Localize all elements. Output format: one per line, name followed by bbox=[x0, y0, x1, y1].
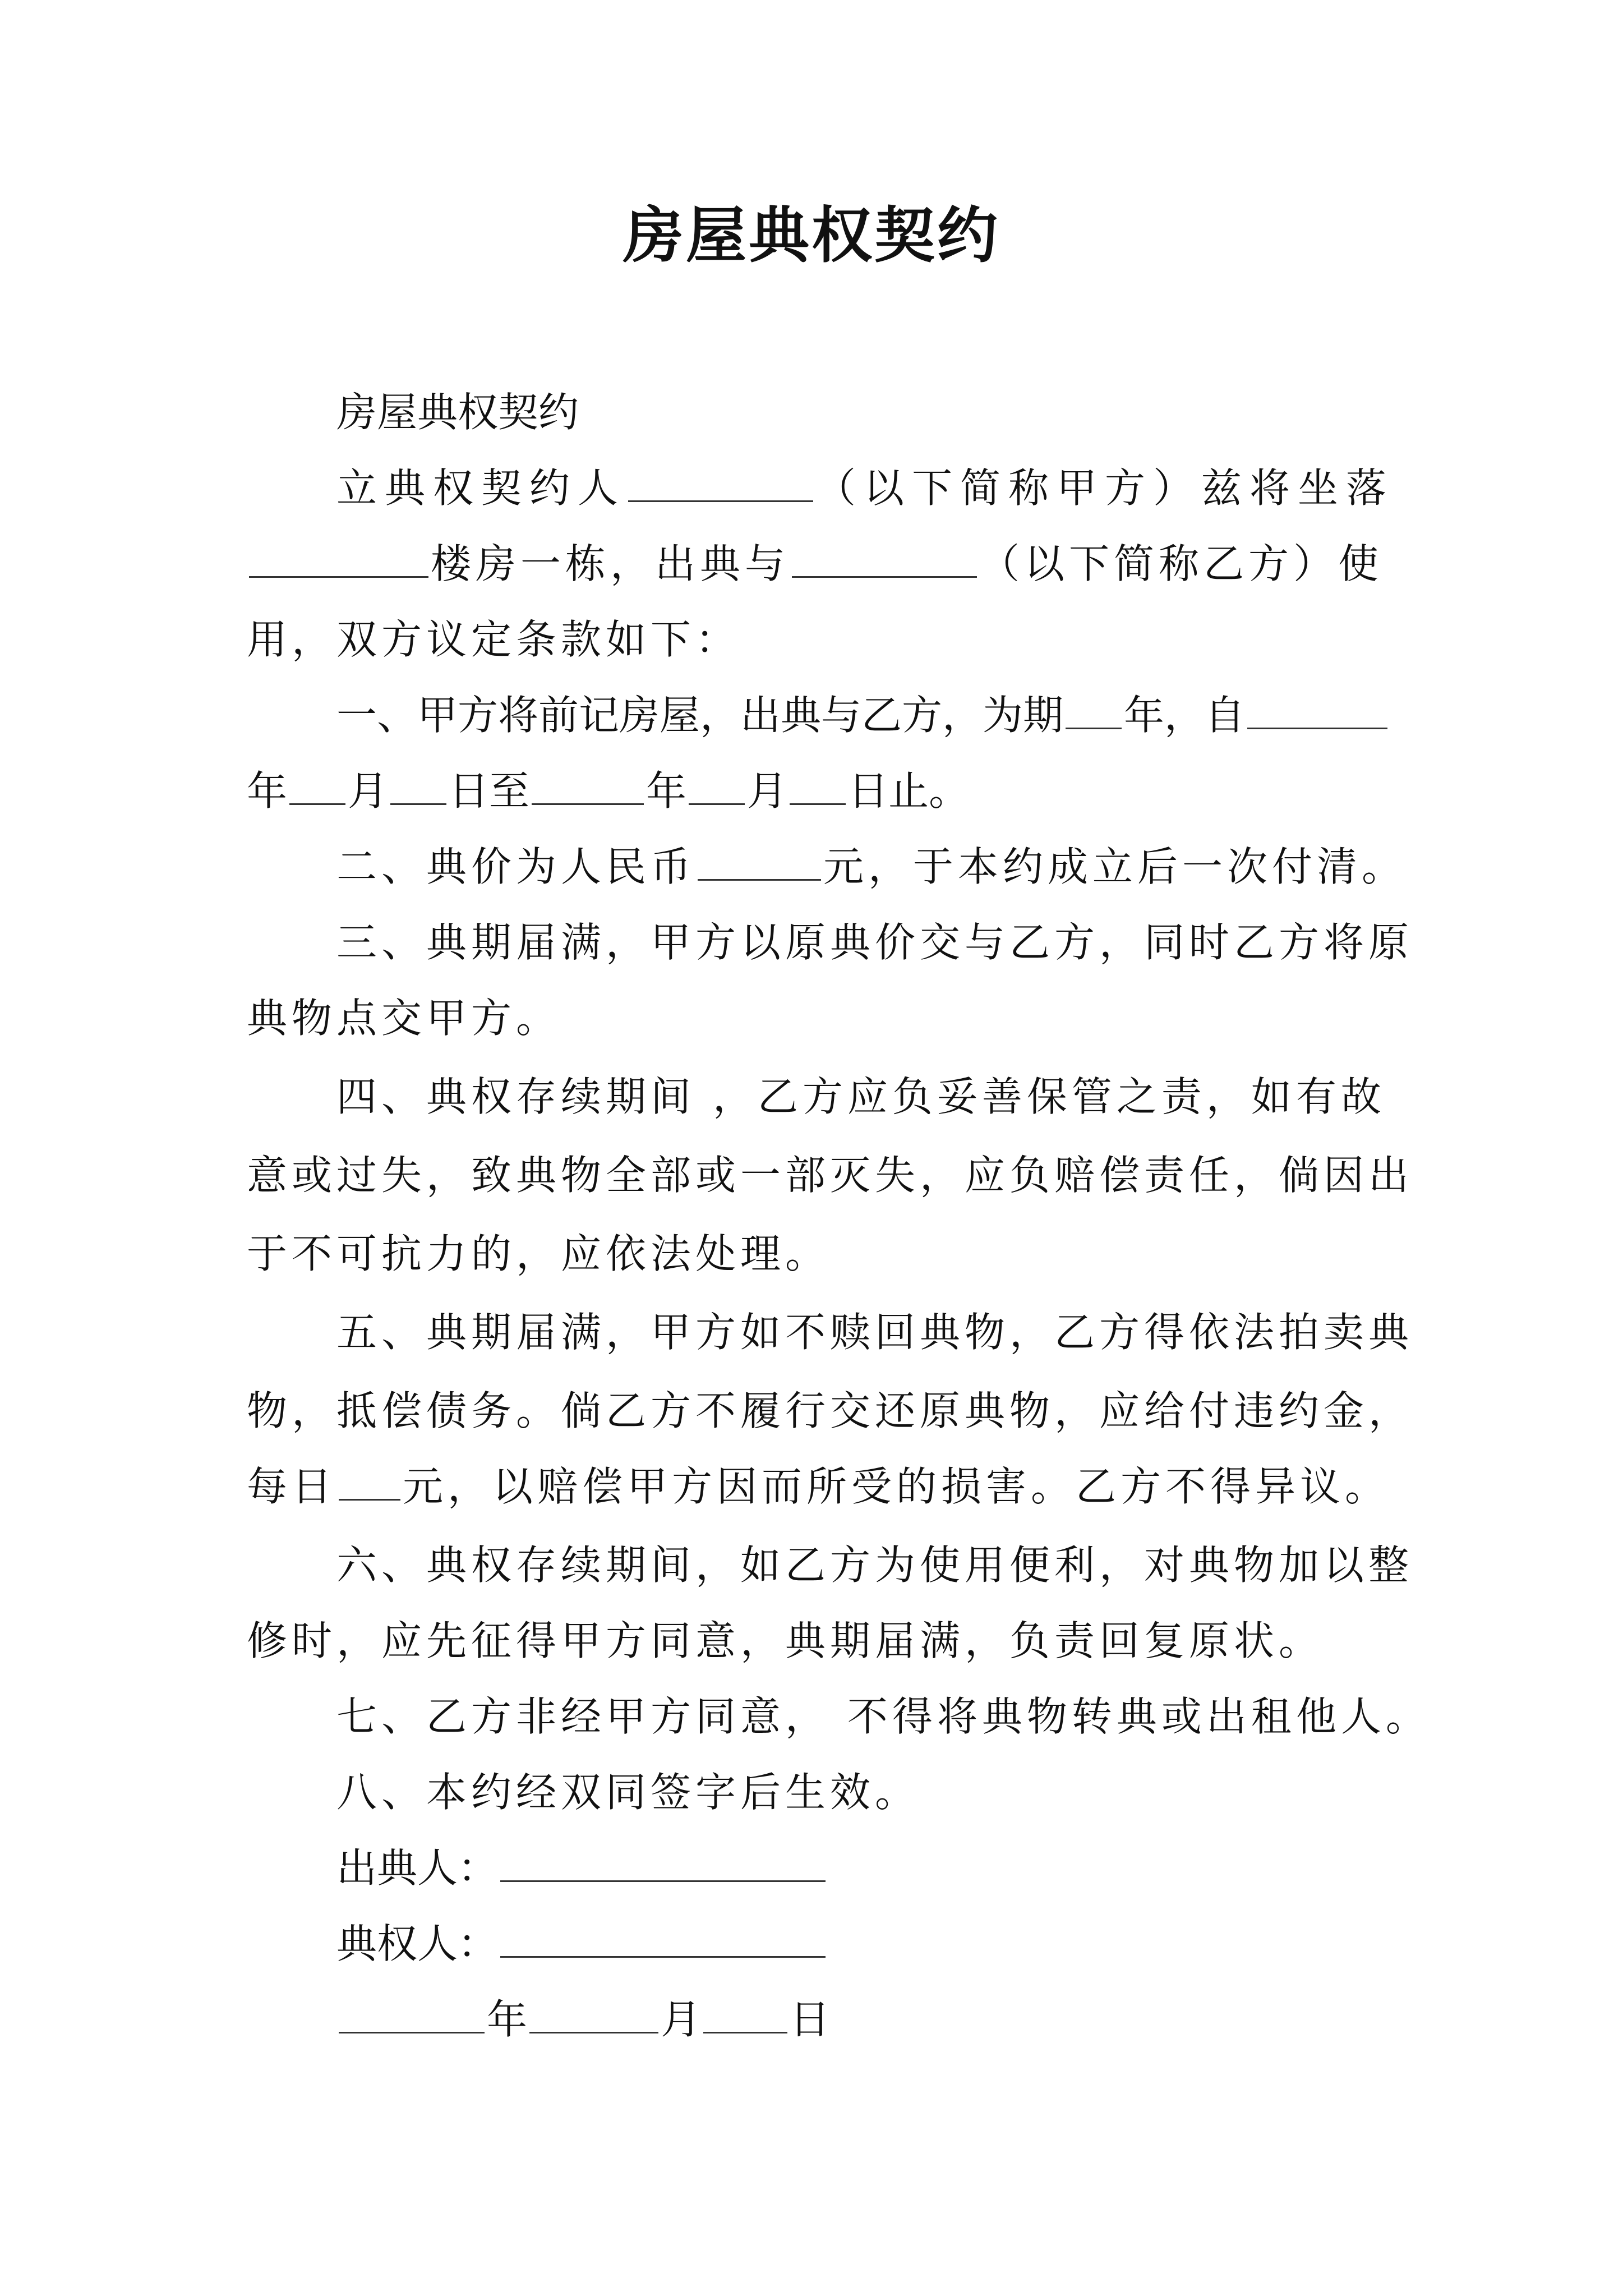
clause-2 bbox=[336, 839, 1407, 895]
end-year-blank bbox=[532, 764, 644, 805]
clause-4-line-2: 意或过失，致典物全部或一部灭失，应负赔偿责任，倘因出 bbox=[247, 1152, 1414, 1199]
holder-signature-blank bbox=[500, 1917, 826, 1958]
start-year-blank bbox=[1247, 688, 1387, 729]
location-blank bbox=[249, 537, 428, 578]
intro-text: 立典权契约人 bbox=[336, 464, 626, 512]
clause-text: 元，于本约成立后一次付清。 bbox=[823, 843, 1407, 890]
clause-text: 一、甲方将前记房屋，出典与乙方，为期 bbox=[336, 692, 1064, 739]
pawner-signature-line bbox=[336, 1840, 1402, 1896]
pawner-signature-blank bbox=[500, 1841, 826, 1882]
end-month-blank bbox=[689, 764, 745, 805]
clause-4-line-3: 于不可抗力的，应依法处理。 bbox=[247, 1230, 831, 1277]
holder-signature-line bbox=[336, 1916, 1402, 1972]
penalty-blank bbox=[339, 1460, 400, 1501]
document-heading: 房屋典权契约 bbox=[336, 389, 579, 436]
month-label: 月 bbox=[661, 1996, 702, 2043]
clause-3-line-1: 三、典期届满，甲方以原典价交与乙方，同时乙方将原 bbox=[336, 919, 1414, 966]
clause-text: 月 bbox=[747, 767, 788, 815]
clause-text: 月 bbox=[348, 767, 389, 815]
clause-5-line-3 bbox=[247, 1458, 1402, 1515]
clause-text: 日止。 bbox=[848, 767, 970, 815]
start-month-blank bbox=[289, 764, 345, 805]
clause-3-line-2: 典物点交甲方。 bbox=[247, 995, 561, 1042]
end-day-blank bbox=[790, 764, 846, 805]
clause-5-line-2: 物，抵偿债务。倘乙方不履行交还原典物，应给付违约金， bbox=[247, 1387, 1414, 1434]
document-title: 房屋典权契约 bbox=[623, 200, 1000, 271]
clause-8: 八、本约经双同签字后生效。 bbox=[336, 1769, 920, 1816]
clause-text: 年 bbox=[646, 767, 687, 815]
intro-line-2 bbox=[247, 536, 1402, 592]
party-b-blank bbox=[792, 537, 977, 578]
intro-text: 楼房一栋，出典与 bbox=[431, 540, 790, 587]
intro-line-1 bbox=[336, 460, 1402, 516]
sign-day-blank bbox=[703, 1993, 787, 2033]
clause-text: 每日 bbox=[247, 1463, 337, 1510]
intro-text: （以下简称乙方）使 bbox=[979, 540, 1384, 587]
sign-year-blank bbox=[339, 1993, 485, 2033]
clause-1-line-1 bbox=[336, 687, 1402, 743]
date-line bbox=[336, 1991, 1402, 2047]
clause-text: 年，自 bbox=[1124, 692, 1246, 739]
clause-6-line-1: 六、典权存续期间，如乙方为使用便利，对典物加以整 bbox=[336, 1542, 1414, 1589]
clause-text: 元，以赔偿甲方因而所受的损害。乙方不得异议。 bbox=[403, 1463, 1390, 1510]
party-a-blank bbox=[628, 461, 813, 502]
intro-line-3: 用，双方议定条款如下： bbox=[247, 616, 741, 663]
clause-6-line-2: 修时，应先征得甲方同意，典期届满，负责回复原状。 bbox=[247, 1617, 1324, 1664]
clause-4-line-1: 四、典权存续期间 ，乙方应负妥善保管之责，如有故 bbox=[336, 1073, 1386, 1120]
intro-text: （以下简称甲方）兹将坐落 bbox=[815, 464, 1395, 512]
sign-month-blank bbox=[529, 1993, 658, 2033]
year-label: 年 bbox=[487, 1996, 528, 2043]
day-label: 日 bbox=[790, 1996, 831, 2043]
clause-7: 七、乙方非经甲方同意， 不得将典物转典或出租他人。 bbox=[336, 1693, 1431, 1740]
start-day-blank bbox=[390, 764, 446, 805]
pawner-label: 出典人： bbox=[336, 1844, 499, 1892]
clause-text: 年 bbox=[247, 767, 288, 815]
clause-1-line-2 bbox=[247, 763, 1402, 819]
holder-label: 典权人： bbox=[336, 1920, 499, 1967]
price-blank bbox=[698, 840, 821, 881]
clause-text: 二、典价为人民币 bbox=[336, 843, 696, 890]
clause-text: 日至 bbox=[449, 767, 530, 815]
clause-5-line-1: 五、典期届满，甲方如不赎回典物，乙方得依法拍卖典 bbox=[336, 1309, 1414, 1356]
term-years-blank bbox=[1066, 688, 1122, 729]
